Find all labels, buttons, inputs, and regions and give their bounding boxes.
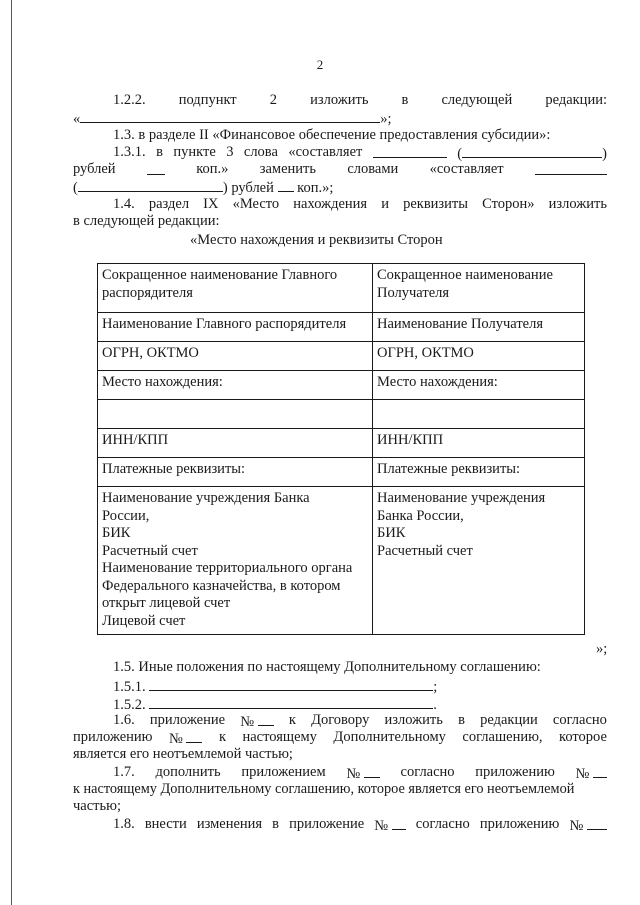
table-cell (98, 400, 373, 429)
fill-in-line (258, 712, 274, 726)
table-cell: Место нахождения: (98, 371, 373, 400)
fill-in-line (147, 161, 165, 175)
bank-details-left: Наименование учреждения Банка России, БИК Расчетный счет Наименование территориального органа Федерального казначейства, в котором открыт лицевой счет Лицевой счет (98, 487, 373, 635)
fill-in-line (535, 161, 607, 175)
paragraph-1-7-line3: частью; (73, 798, 121, 814)
bank-details-right: Наименование учреждения Банка России, БИК Расчетный счет (373, 487, 585, 635)
table-close-quote: »; (596, 641, 608, 657)
fill-in-line (80, 109, 380, 123)
table-cell: Место нахождения: (373, 371, 585, 400)
table-cell: ИНН/КПП (98, 429, 373, 458)
table-cell: Наименование Получателя (373, 313, 585, 342)
fill-in-line (149, 695, 433, 709)
table-cell: Сокращенное наименование Получателя (373, 264, 585, 313)
paragraph-1-3-1-line2: рублей коп.» заменить словами «составляет (73, 161, 607, 180)
paragraph-1-4-line2: в следующей редакции: (73, 213, 220, 229)
paragraph-1-2-2: 1.2.2. подпункт 2 изложить в следующей редакции: (113, 92, 607, 108)
table-row (98, 487, 585, 635)
fill-in-line (373, 144, 447, 158)
table-cell: Сокращенное наименование Главного распорядителя (98, 264, 373, 313)
paragraph-1-3-1: 1.3.1. в пункте 3 слова «составляет ( ) (113, 144, 607, 162)
table-row (98, 429, 585, 458)
table-cell: ИНН/КПП (373, 429, 585, 458)
fill-in-line (364, 764, 380, 778)
fill-in-line (278, 178, 294, 192)
paragraph-1-3-1-line3: ( ) рублей коп.»; (73, 180, 334, 196)
table-row (98, 400, 585, 429)
table-cell (373, 400, 585, 429)
fill-in-line (462, 144, 602, 158)
fill-in-line (149, 677, 433, 691)
paragraph-1-6: 1.6. приложение № к Договору изложить в редакции согласно (113, 712, 607, 730)
table-row (98, 264, 585, 313)
paragraph-1-5: 1.5. Иные положения по настоящему Дополнительному соглашению: (113, 659, 541, 675)
requisites-table (97, 263, 585, 635)
paragraph-1-5-1: 1.5.1. ; (113, 679, 438, 695)
table-row (98, 371, 585, 400)
table-cell: Наименование Главного распорядителя (98, 313, 373, 342)
paragraph-1-7: 1.7. дополнить приложением № согласно приложению № (113, 764, 607, 783)
table-row (98, 458, 585, 487)
paragraph-1-8: 1.8. внести изменения в приложение № согласно приложению № (113, 816, 607, 835)
paragraph-1-3: 1.3. в разделе II «Финансовое обеспечение предоставления субсидии»: (113, 127, 551, 143)
fill-in-line (587, 816, 607, 830)
table-row (98, 313, 585, 342)
paragraph-1-5-2: 1.5.2. . (113, 697, 437, 713)
table-cell: ОГРН, ОКТМО (98, 342, 373, 371)
table-heading: «Место нахождения и реквизиты Сторон (190, 232, 443, 248)
table-cell: Платежные реквизиты: (98, 458, 373, 487)
table-cell: ОГРН, ОКТМО (373, 342, 585, 371)
scan-edge-line (11, 0, 12, 905)
fill-in-line (392, 816, 406, 830)
fill-in-line (593, 764, 607, 778)
page-number: 2 (316, 57, 324, 72)
table-row (98, 342, 585, 371)
paragraph-1-6-line2: приложению № к настоящему Дополнительному соглашению, которое (73, 729, 607, 747)
paragraph-1-2-2-blank: « »; (73, 111, 392, 127)
paragraph-1-4: 1.4. раздел IX «Место нахождения и реквизиты Сторон» изложить (113, 196, 607, 212)
fill-in-line (186, 729, 202, 743)
paragraph-1-7-line2: к настоящему Дополнительному соглашению, которое является его неотъемлемой (73, 781, 575, 797)
fill-in-line (78, 178, 223, 192)
table-cell: Платежные реквизиты: (373, 458, 585, 487)
paragraph-1-6-line3: является его неотъемлемой частью; (73, 746, 293, 762)
